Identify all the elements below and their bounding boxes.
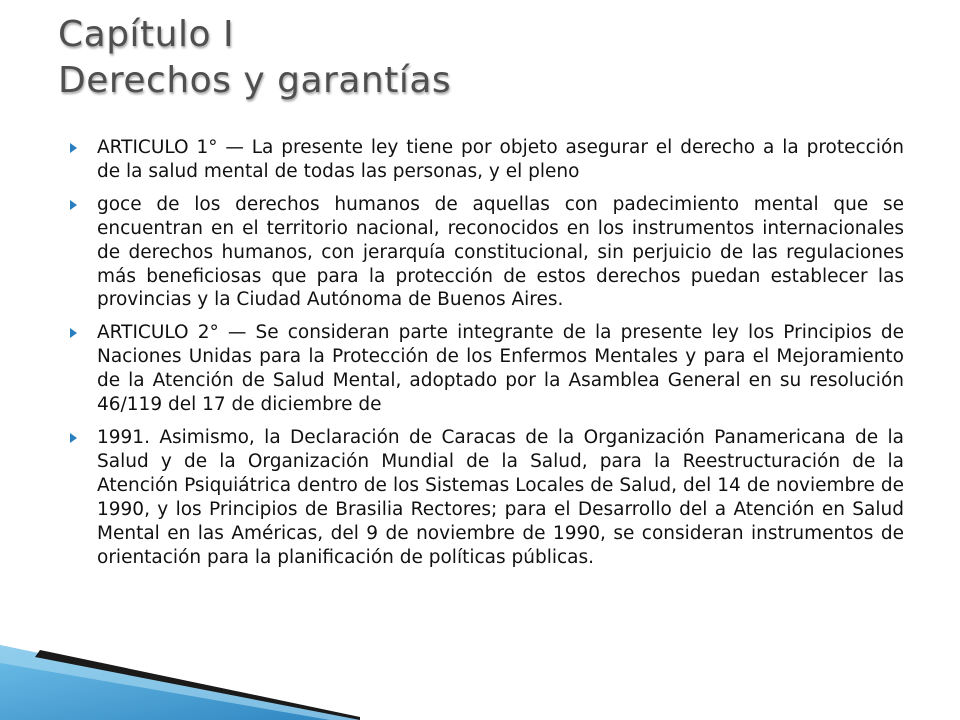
bullet-item	[70, 136, 904, 184]
bullet-list	[70, 136, 904, 578]
bullet-item	[70, 321, 904, 417]
arrow-bullet-icon	[70, 433, 77, 443]
title-line-1: Capítulo I	[58, 14, 235, 55]
bullet-text: 1991. Asimismo, la Declaración de Caracas de la Organización Panamericana de la Salud y de la Organización Mundial de la Salud, para la Reestructuración de la Atención Psiquiátrica dentro de los Sistemas Locales de Salud, del 14 de noviembre de 1990, y los Principios de Brasilia Rectores; para el Desarrollo del a Atención en Salud Mental en las Américas, del 9 de noviembre de 1990, se consideran instrumentos de orientación para la planificación de políticas públicas.	[97, 426, 904, 568]
title-line-2: Derechos y garantías	[58, 60, 452, 101]
bullet-text: ARTICULO 1° — La presente ley tiene por objeto asegurar el derecho a la protección de la salud mental de todas las personas, y el pleno	[97, 137, 904, 182]
arrow-bullet-icon	[70, 143, 77, 153]
arrow-bullet-icon	[70, 200, 77, 210]
slide-title	[58, 12, 918, 104]
light-blue-band-shape	[0, 645, 360, 720]
blue-wedge-shape	[0, 645, 360, 720]
bullet-text: ARTICULO 2° — Se consideran parte integrante de la presente ley los Principios de Naciones Unidas para la Protección de los Enfermos Mentales y para el Mejoramiento de la Atención de Salud Mental, adoptado por la Asamblea General en su resolución 46/119 del 17 de diciembre de	[97, 322, 904, 416]
bullet-text: goce de los derechos humanos de aquellas con padecimiento mental que se encuentran en el territorio nacional, reconocidos en los instrumentos internacionales de derechos humanos, con jerarquía constitucional, sin perjuicio de las regulaciones más beneficiosas que para la protección de estos derechos puedan establecer las provincias y la Ciudad Autónoma de Buenos Aires.	[97, 193, 904, 311]
corner-decoration	[0, 605, 360, 720]
bullet-item	[70, 426, 904, 569]
dark-stripe-shape	[35, 650, 360, 720]
bullet-item	[70, 193, 904, 313]
arrow-bullet-icon	[70, 328, 77, 338]
